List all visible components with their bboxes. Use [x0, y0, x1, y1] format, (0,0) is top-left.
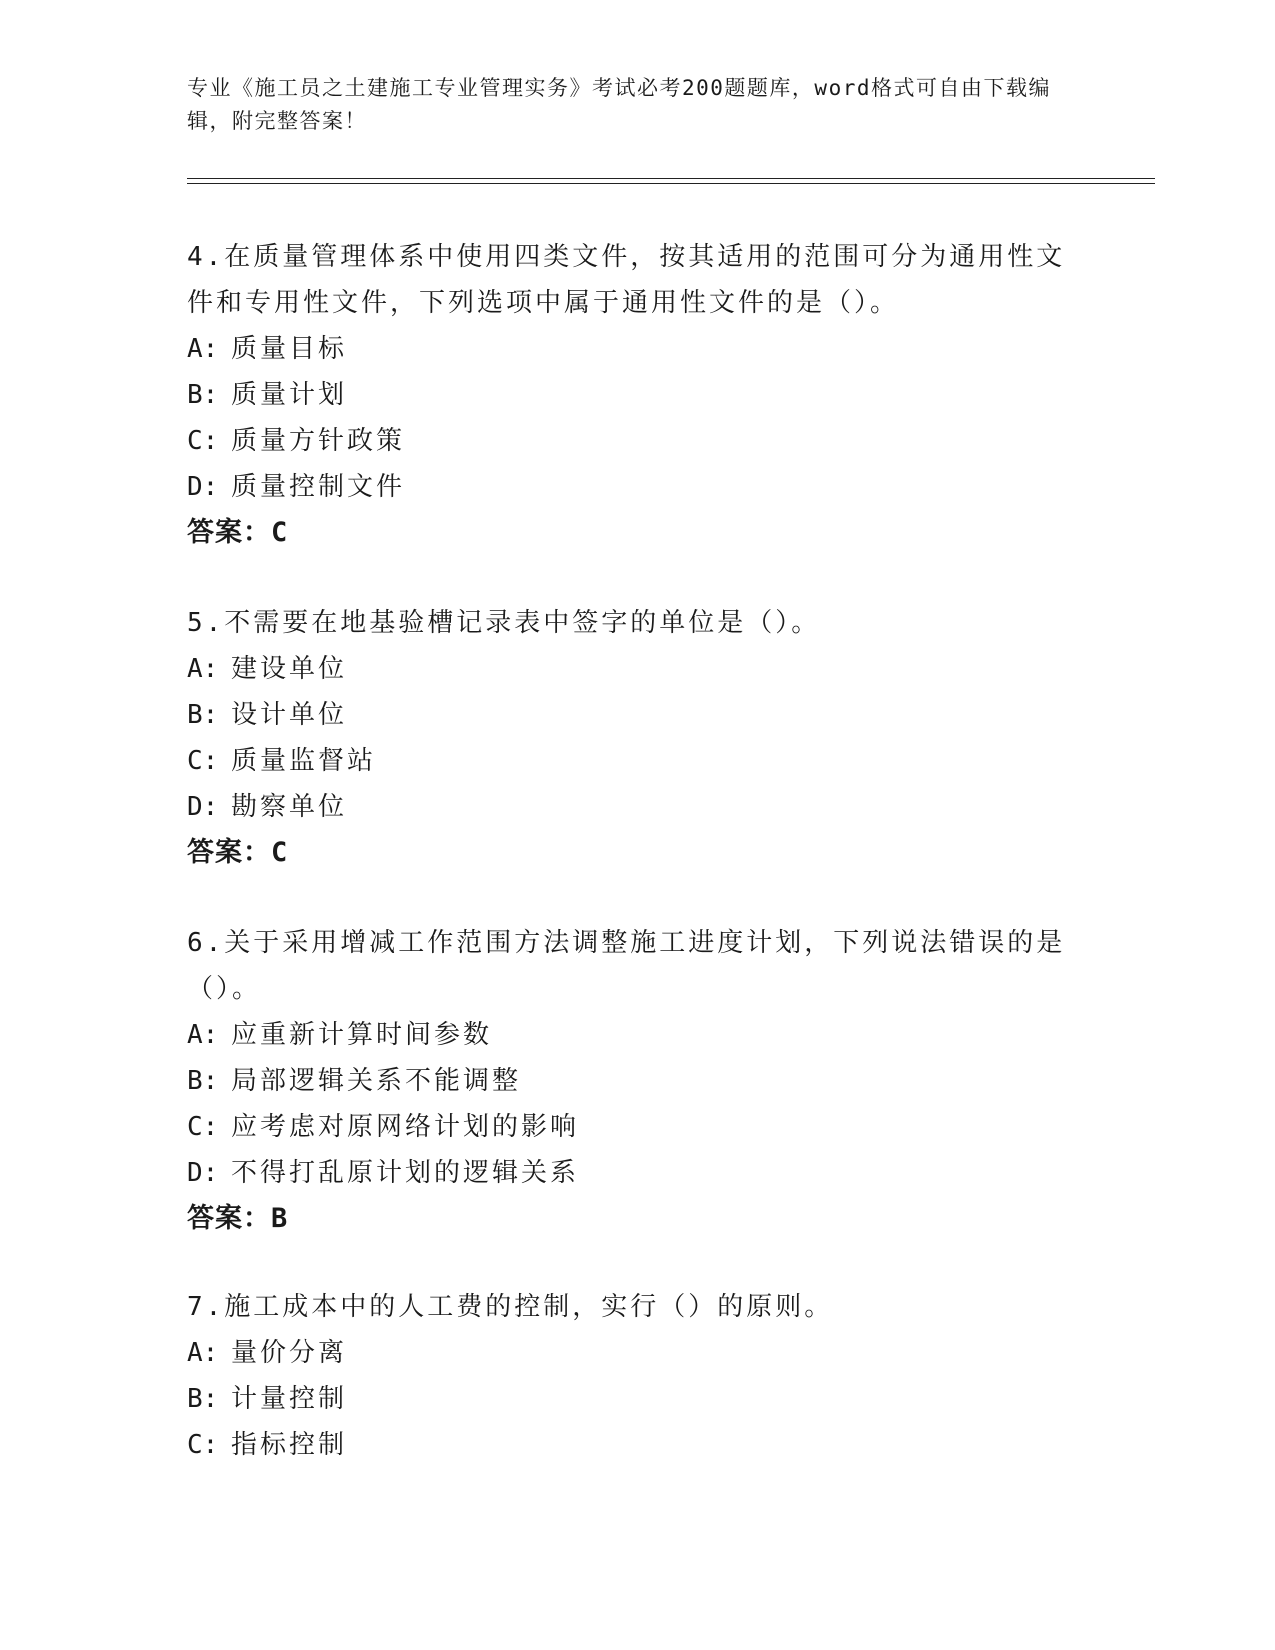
option-text: 计量控制: [231, 1384, 348, 1414]
option-text: 应考虑对原网络计划的影响: [231, 1112, 580, 1142]
option-letter: B:: [187, 380, 219, 410]
option-letter: A:: [187, 1020, 219, 1050]
header-divider-bottom: [187, 183, 1155, 184]
option-letter: D:: [187, 472, 219, 502]
option-text: 质量目标: [231, 334, 348, 364]
option-letter: D:: [187, 792, 219, 822]
option-letter: D:: [187, 1158, 219, 1188]
option-d: [187, 784, 1067, 830]
option-d: [187, 464, 1067, 510]
option-text: 设计单位: [231, 700, 348, 730]
question-7: [187, 1284, 1067, 1468]
option-text: 建设单位: [231, 654, 348, 684]
option-c: [187, 418, 1067, 464]
option-letter: C:: [187, 1112, 219, 1142]
option-letter: B:: [187, 1066, 219, 1096]
option-a: [187, 1330, 1067, 1376]
option-letter: A:: [187, 1338, 219, 1368]
option-text: 质量监督站: [231, 746, 377, 776]
option-letter: B:: [187, 1384, 219, 1414]
question-stem: 6.关于采用增减工作范围方法调整施工进度计划，下列说法错误的是（）。: [187, 928, 1066, 1004]
option-b: [187, 1058, 1067, 1104]
option-text: 质量控制文件: [231, 472, 406, 502]
option-c: [187, 738, 1067, 784]
option-letter: C:: [187, 746, 219, 776]
document-header: 专业《施工员之土建施工专业管理实务》考试必考200题题库，word格式可自由下载编辑，附完整答案！: [187, 76, 1051, 133]
option-a: [187, 326, 1067, 372]
question-4: [187, 234, 1067, 556]
option-text: 局部逻辑关系不能调整: [231, 1066, 522, 1096]
option-text: 质量方针政策: [231, 426, 406, 456]
option-letter: A:: [187, 654, 219, 684]
question-stem: 4.在质量管理体系中使用四类文件，按其适用的范围可分为通用性文件和专用性文件，下列选项中属于通用性文件的是（）。: [187, 242, 1066, 318]
option-letter: C:: [187, 426, 219, 456]
option-text: 不得打乱原计划的逻辑关系: [231, 1158, 580, 1188]
option-text: 勘察单位: [231, 792, 348, 822]
option-d: [187, 1150, 1067, 1196]
option-a: [187, 1012, 1067, 1058]
answer-label: 答案：C: [187, 517, 289, 548]
question-5: [187, 600, 1067, 876]
option-text: 指标控制: [231, 1430, 348, 1460]
option-a: [187, 646, 1067, 692]
question-stem: 5.不需要在地基验槽记录表中签字的单位是（）。: [187, 608, 821, 638]
question-6: [187, 920, 1067, 1242]
option-b: [187, 372, 1067, 418]
answer-label: 答案：B: [187, 1203, 289, 1234]
option-text: 应重新计算时间参数: [231, 1020, 493, 1050]
option-text: 量价分离: [231, 1338, 348, 1368]
option-c: [187, 1104, 1067, 1150]
answer-label: 答案：C: [187, 837, 289, 868]
option-text: 质量计划: [231, 380, 348, 410]
option-letter: B:: [187, 700, 219, 730]
option-b: [187, 1376, 1067, 1422]
header-divider-top: [187, 178, 1155, 179]
question-stem: 7.施工成本中的人工费的控制，实行（）的原则。: [187, 1292, 834, 1322]
option-b: [187, 692, 1067, 738]
option-c: [187, 1422, 1067, 1468]
option-letter: A:: [187, 334, 219, 364]
option-letter: C:: [187, 1430, 219, 1460]
